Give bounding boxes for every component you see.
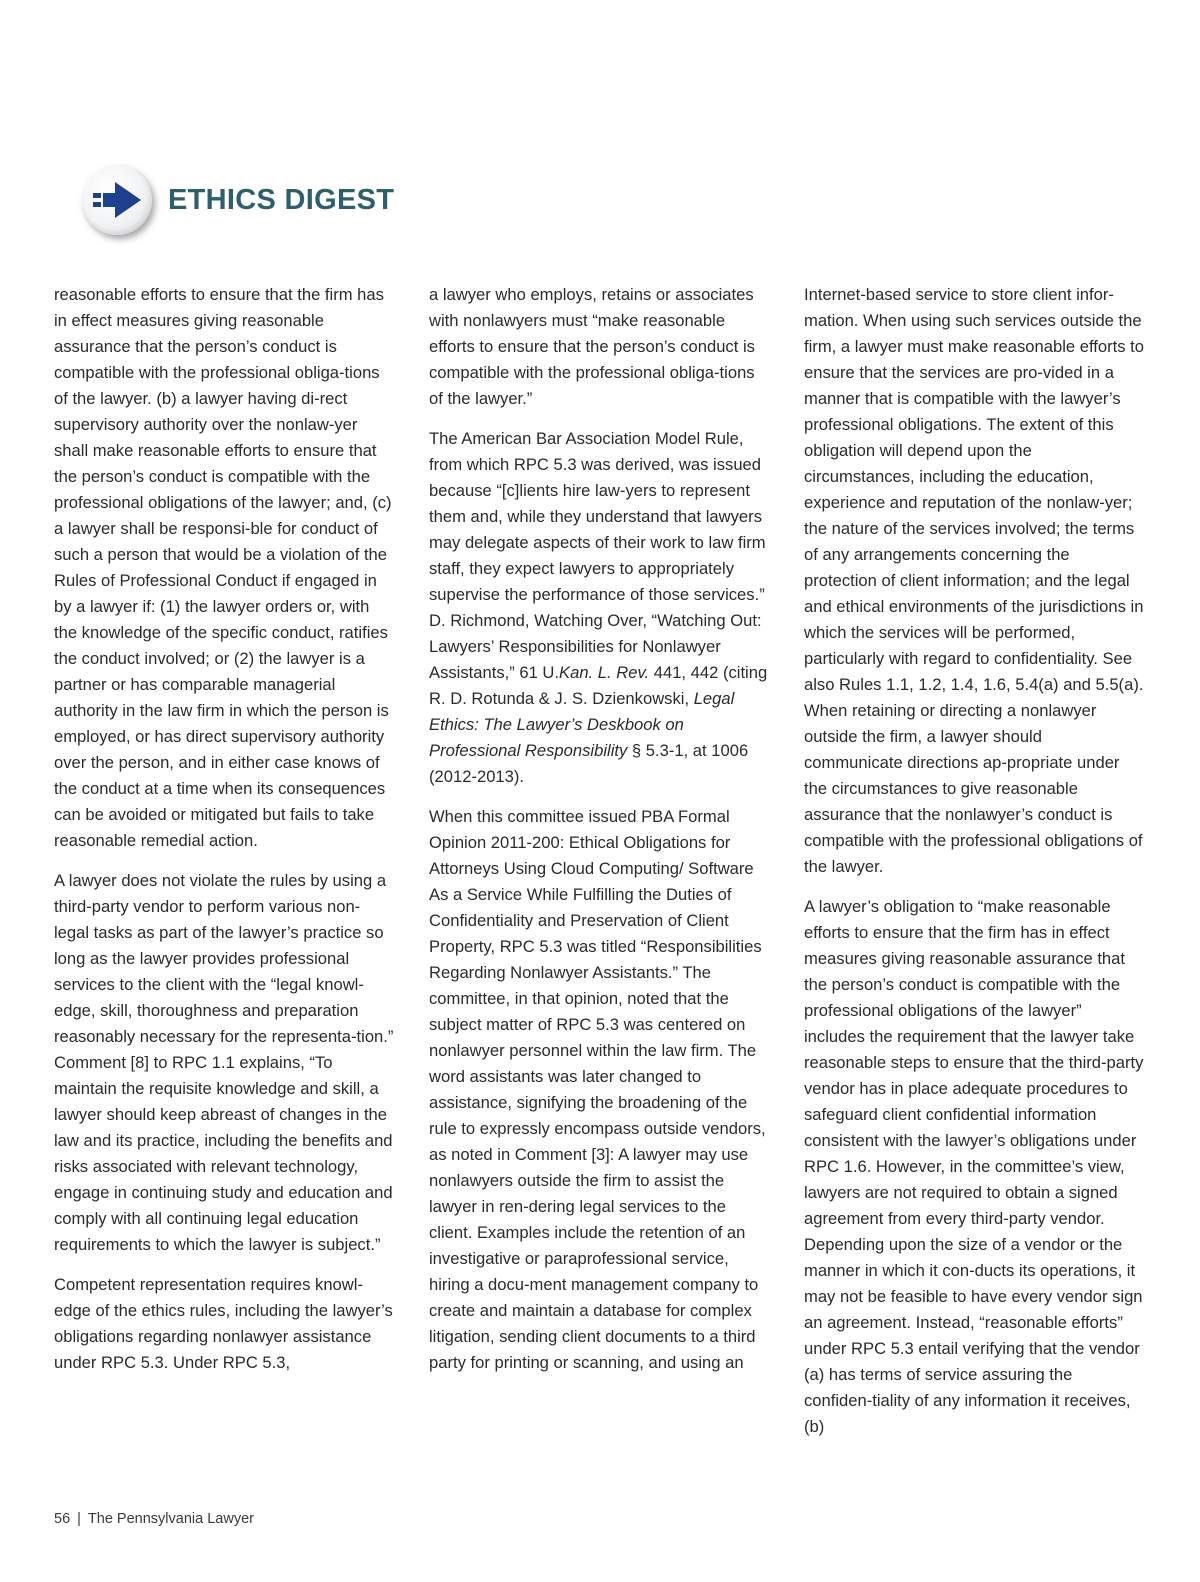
text-column-3: [804, 282, 1144, 1454]
text-run: § 5.3-1, at 1006 (2012-2013).: [429, 741, 749, 786]
text-column-1: [54, 282, 394, 1390]
text-run: 441, 442 (citing R. D. Rotunda & J. S. Dzienkowski,: [429, 663, 768, 708]
footer-separator: |: [77, 1511, 81, 1527]
page-number: 56: [54, 1511, 71, 1527]
page-footer: [54, 1511, 254, 1527]
paragraph: Internet-based service to store client infor-mation. When using such services outside the firm, a lawyer must make reasonable efforts to ensure that the services are pro-vided in a manner that is compatible with the lawyer’s professional obligations. The extent of this obligation will depend upon the circumstances, including the education, experience and reputation of the nonlaw-yer; the nature of the services involved; the terms of any arrangements concerning the protection of client information; and the legal and ethical environments of the jurisdictions in which the services will be performed, particularly with regard to confidentiality. See also Rules 1.1, 1.2, 1.4, 1.6, 5.4(a) and 5.5(a). When retaining or directing a nonlawyer outside the firm, a lawyer should communicate directions ap-propriate under the circumstances to give reasonable assurance that the nonlawyer’s conduct is compatible with the professional obligations of the lawyer.: [804, 285, 1145, 876]
paragraph: reasonable efforts to ensure that the firm has in effect measures giving reasonable assurance that the person’s conduct is compatible with the professional obliga-tions of the lawyer. (b) a lawyer having di-rect supervisory authority over the nonlaw-yer shall make reasonable efforts to ensure that the person’s conduct is compatible with the professional obligations of the lawyer; and, (c) a lawyer shall be responsi-ble for conduct of such a person that would be a violation of the Rules of Professional Conduct if engaged in by a lawyer if: (1) the lawyer orders or, with the knowledge of the specific conduct, ratifies the conduct involved; or (2) the lawyer is a partner or has comparable managerial authority in the law firm in which the person is employed, or has direct supervisory authority over the person, and in either case knows of the conduct at a time when its consequences can be avoided or mitigated but fails to take reasonable remedial action.: [54, 285, 392, 850]
arrow-right-icon: [82, 165, 152, 235]
paragraph: Competent representation requires knowl-edge of the ethics rules, including the lawyer’s obligations regarding nonlawyer assistance under RPC 5.3. Under RPC 5.3,: [54, 1275, 393, 1372]
paragraph-with-citation: [429, 426, 769, 790]
publication-name: The Pennsylvania Lawyer: [87, 1511, 254, 1527]
text-run: The American Bar Association Model Rule, from which RPC 5.3 was derived, was issued because “[c]lients hire law-yers to represent them and, while they understand that lawyers may delegate aspects of their work to law firm staff, they expect lawyers to appropriately supervise the performance of those services.” D. Richmond, Watching Over, “Watching Out: Lawyers’ Responsibilities for Nonlawyer Assistants,” 61 U.: [429, 429, 766, 682]
paragraph: A lawyer does not violate the rules by using a third-party vendor to perform various non-legal tasks as part of the lawyer’s practice so long as the lawyer provides professional services to the client with the “legal knowl-edge, skill, thoroughness and preparation reasonably necessary for the representa-tion.” Comment [8] to RPC 1.1 explains, “To maintain the requisite knowledge and skill, a lawyer should keep abreast of changes in the law and its practice, including the benefits and risks associated with relevant technology, engage in continuing study and education and comply with all continuing legal education requirements to which the lawyer is subject.”: [54, 871, 394, 1254]
paragraph: a lawyer who employs, retains or associates with nonlawyers must “make reasonable efforts to ensure that the person’s conduct is compatible with the professional obliga-tions of the lawyer.”: [429, 285, 755, 408]
book-title: Legal Ethics: The Lawyer’s Deskbook on Professional Responsibility: [429, 689, 735, 760]
arrow-right-icon-graphic: [91, 180, 143, 220]
text-column-2: [429, 282, 769, 1390]
section-title: ETHICS DIGEST: [168, 183, 395, 216]
journal-title: Kan. L. Rev.: [559, 663, 650, 682]
paragraph: When this committee issued PBA Formal Opinion 2011-200: Ethical Obligations for Attorneys Using Cloud Computing/ Software As a Service While Fulfilling the Duties of Confidentiality and Preservation of Client Property, RPC 5.3 was titled “Responsibilities Regarding Nonlawyer Assistants.” The committee, in that opinion, noted that the subject matter of RPC 5.3 was centered on nonlawyer personnel within the law firm. The word assistants was later changed to assistance, signifying the broadening of the rule to expressly encompass outside vendors, as noted in Comment [3]: A lawyer may use nonlawyers outside the firm to assist the lawyer in ren-dering legal services to the client. Examples include the retention of an investigative or paraprofessional service, hiring a docu-ment management company to create and maintain a database for complex litigation, sending client documents to a third party for printing or scanning, and using an: [429, 807, 766, 1372]
paragraph: A lawyer’s obligation to “make reasonable efforts to ensure that the firm has in effect measures giving reasonable assurance that the person’s conduct is compatible with the professional obligations of the lawyer” includes the requirement that the lawyer take reasonable steps to ensure that the third-party vendor has in place adequate procedures to safeguard client confidential information consistent with the lawyer’s obligations under RPC 1.6. However, in the committee’s view, lawyers are not required to obtain a signed agreement from every third-party vendor. Depending upon the size of a vendor or the manner in which it con-ducts its operations, it may not be feasible to have every vendor sign an agreement. Instead, “reasonable efforts” under RPC 5.3 entail verifying that the vendor (a) has terms of service assuring the confiden-tiality of any information it receives, (b): [804, 897, 1144, 1436]
section-header: [82, 160, 394, 240]
